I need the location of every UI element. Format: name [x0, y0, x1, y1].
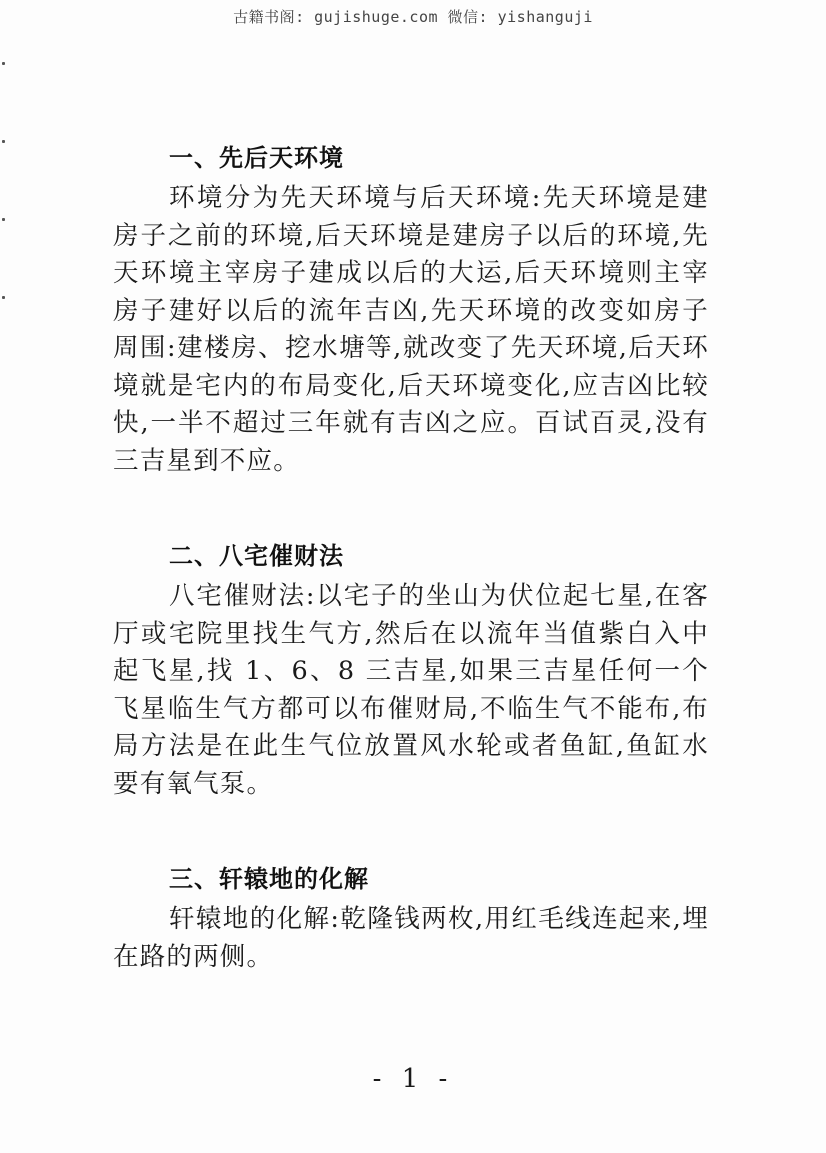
section-paragraph: 环境分为先天环境与后天环境:先天环境是建房子之前的环境,后天环境是建房子以后的环境,先天环境主宰房子建成以后的大运,后天环境则主宰房子建好以后的流年吉凶,先天环境的改变如房子周围:建楼房、挖水塘等,就改变了先天环境,后天环境就是宅内的布局变化,后天环境变化,应吉凶比较快,一半不超过三年就有吉凶之应。百试百灵,没有三吉星到不应。 [113, 183, 709, 476]
scan-edge-mark [2, 296, 5, 299]
section-heading: 三、轩辕地的化解 [169, 865, 369, 893]
section-1 [113, 140, 709, 480]
section-2 [113, 538, 709, 803]
scan-edge-mark [2, 218, 5, 221]
section-paragraph: 八宅催财法:以宅子的坐山为伏位起七星,在客厅或宅院里找生气方,然后在以流年当值紫白入中起飞星,找 1、6、8 三吉星,如果三吉星任何一个飞星临生气方都可以布催财局,不临生气不能布,布局方法是在此生气位放置风水轮或者鱼缸,鱼缸水要有氧气泵。 [113, 581, 709, 799]
page-number: - 1 - [372, 1064, 454, 1094]
section-heading: 一、先后天环境 [169, 144, 344, 172]
section-paragraph: 轩辕地的化解:乾隆钱两枚,用红毛线连起来,埋在路的两侧。 [113, 904, 709, 972]
scan-edge-mark [2, 62, 5, 65]
section-3 [113, 861, 709, 976]
scan-edge-mark [2, 140, 5, 143]
document-body [113, 140, 709, 976]
watermark-text: 古籍书阁: gujishuge.com 微信: yishanguji [233, 8, 593, 26]
section-heading: 二、八宅催财法 [169, 542, 344, 570]
